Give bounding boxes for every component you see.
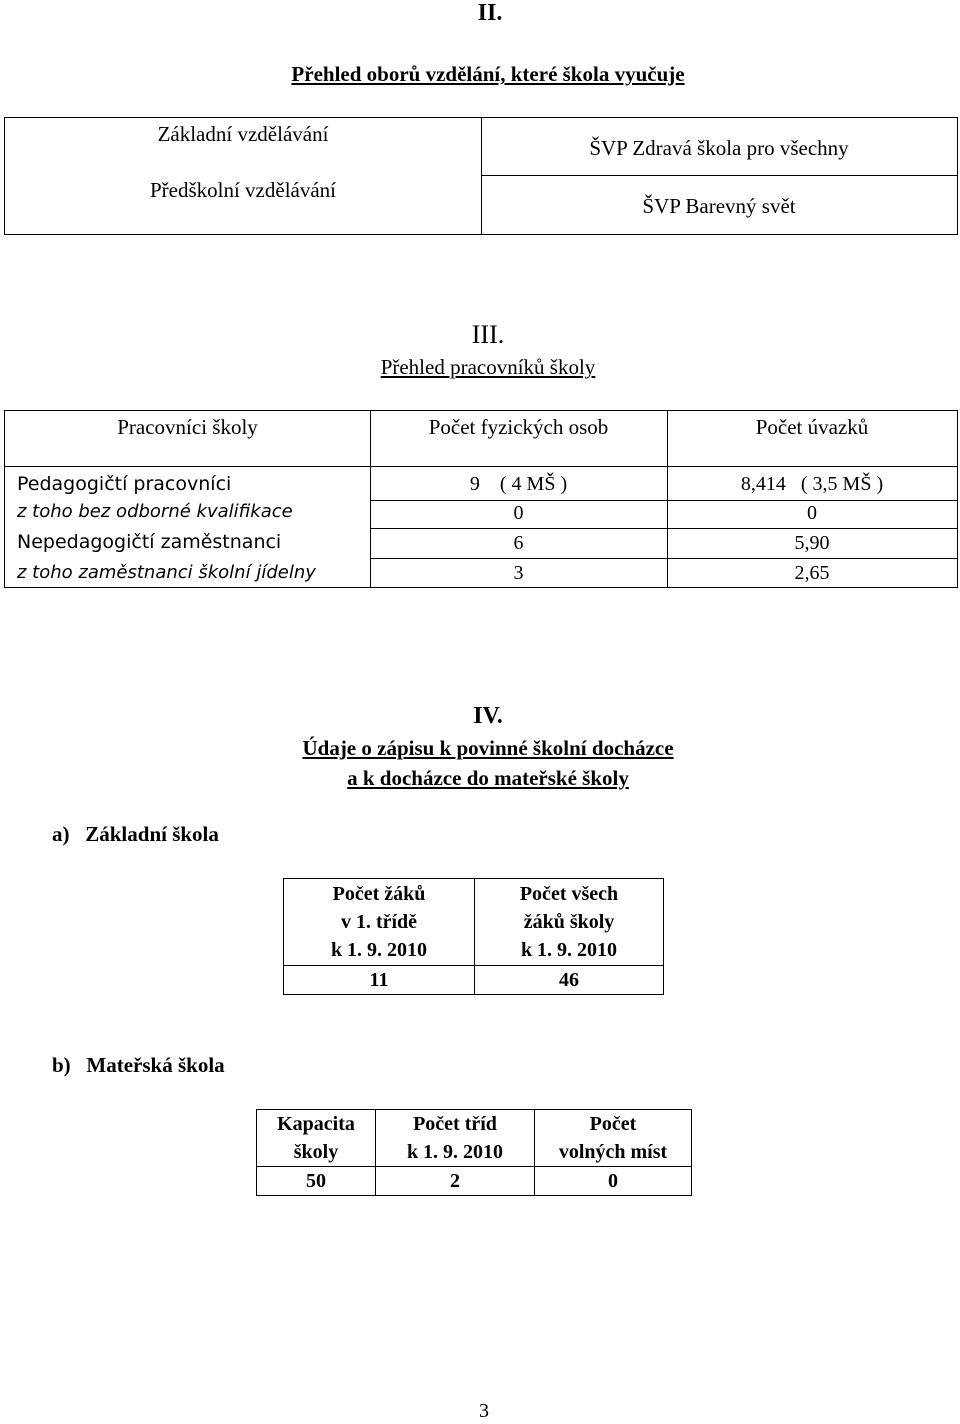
- column-header: Pracovníci školy: [117, 415, 258, 439]
- row-label: Pedagogičtí pracovníci: [17, 473, 232, 495]
- section-2-title: Přehled oborů vzdělání, které škola vyučuje: [291, 62, 685, 86]
- column-header: Počet volných míst: [535, 1110, 692, 1167]
- elementary-school-label: a) Základní škola: [52, 822, 219, 846]
- value-cell: 46: [475, 966, 664, 995]
- kindergarten-table: [256, 1109, 692, 1196]
- fte-cell: 2,65: [794, 562, 830, 584]
- column-header: Kapacita školy: [257, 1110, 376, 1167]
- persons-cell: 3: [513, 562, 524, 584]
- section-4-title: a k docházce do mateřské školy: [347, 766, 629, 790]
- column-header: Počet všech žáků školy k 1. 9. 2010: [475, 879, 664, 966]
- education-program: ŠVP Barevný svět: [642, 194, 796, 218]
- row-label: Nepedagogičtí zaměstnanci: [17, 531, 282, 553]
- column-header: Počet žáků v 1. třídě k 1. 9. 2010: [284, 879, 475, 966]
- value-cell: 11: [284, 966, 475, 995]
- persons-cell: 9 ( 4 MŠ ): [469, 473, 568, 495]
- value-cell: 2: [376, 1167, 535, 1196]
- education-level: Základní vzdělávání: [157, 122, 329, 146]
- section-3-number: III.: [471, 320, 505, 349]
- staff-table: [4, 410, 958, 588]
- table-divider: [370, 528, 957, 529]
- elementary-enrollment-table: [283, 878, 664, 995]
- education-level: Předškolní vzdělávání: [149, 178, 337, 202]
- page-number: 3: [479, 1400, 489, 1422]
- table-divider: [370, 500, 957, 501]
- row-label: z toho zaměstnanci školní jídelny: [17, 562, 316, 583]
- persons-cell: 0: [513, 502, 524, 524]
- section-3-title: Přehled pracovníků školy: [380, 355, 596, 379]
- table-divider: [370, 558, 957, 559]
- section-4-number: IV.: [473, 703, 503, 729]
- column-header: Počet fyzických osob: [428, 415, 609, 439]
- value-cell: 0: [535, 1167, 692, 1196]
- kindergarten-label: b) Mateřská škola: [52, 1053, 225, 1077]
- column-header: Počet úvazků: [755, 415, 869, 439]
- fte-cell: 8,414 ( 3,5 MŠ ): [740, 473, 884, 495]
- persons-cell: 6: [513, 532, 524, 554]
- row-label: z toho bez odborné kvalifikace: [17, 501, 293, 522]
- value-cell: 50: [257, 1167, 376, 1196]
- fte-cell: 0: [807, 502, 817, 524]
- education-program: ŠVP Zdravá škola pro všechny: [589, 136, 849, 160]
- study-programs-table: [4, 117, 958, 235]
- fte-cell: 5,90: [794, 532, 830, 554]
- section-4-title: Údaje o zápisu k povinné školní docházce: [302, 736, 674, 760]
- table-divider: [5, 466, 957, 467]
- table-divider: [481, 175, 957, 176]
- column-header: Počet tříd k 1. 9. 2010: [376, 1110, 535, 1167]
- section-2-number: II.: [477, 0, 503, 26]
